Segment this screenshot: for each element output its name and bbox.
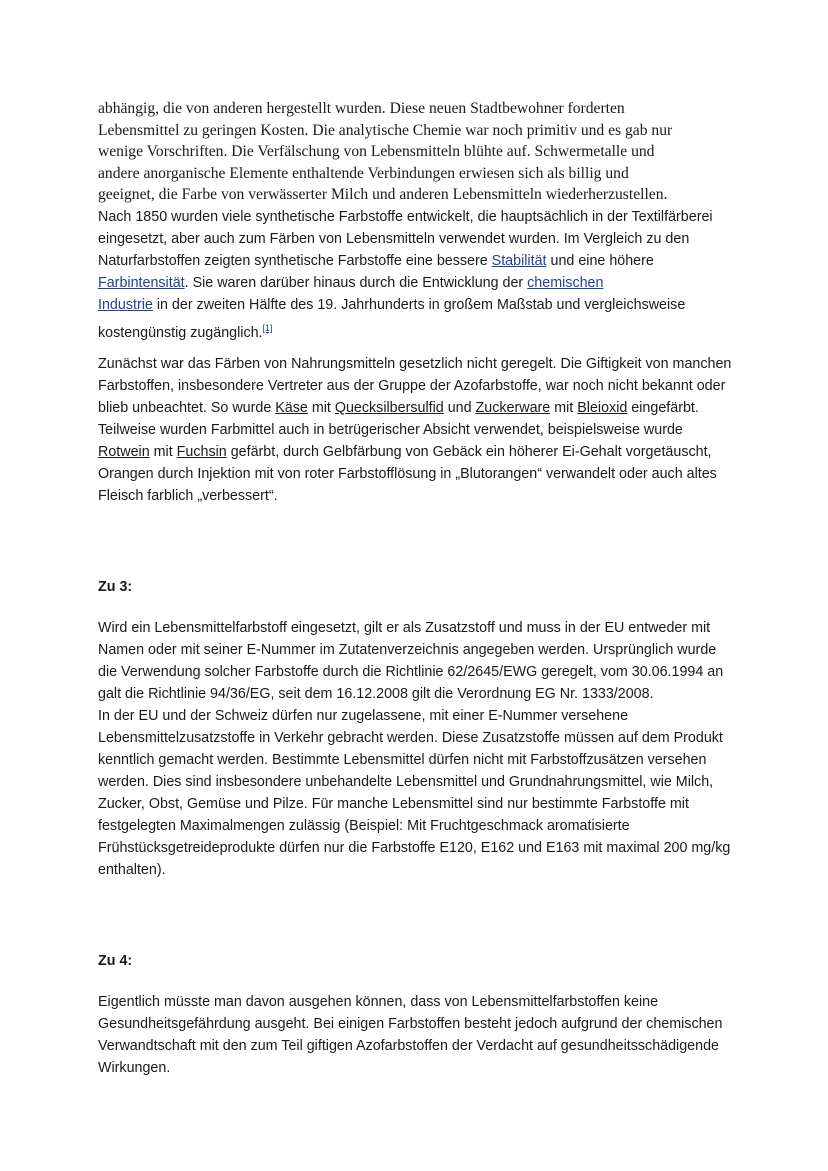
text-run: Nach 1850 wurden viele synthetische Farbstoffe entwickelt, die hauptsächlich in der Textilfärberei eingesetzt, aber auch zum Färben von Lebensmitteln verwendet wurden. Im Vergleich zu den Naturfarbstoffen zeigten synthetische Farbstoffe eine bessere [98,208,713,269]
serif-paragraph [98,98,732,206]
text-run: eingefärbt. Teilweise wurden Farbmittel auch in betrügerischer Absicht verwendet, beispielsweise wurde [98,399,699,438]
paragraph-gesundheit: Eigentlich müsste man davon ausgehen können, dass von Lebensmittelfarbstoffen keine Gesundheitsgefährdung ausgeht. Bei einigen Farbstoffen besteht jedoch aufgrund der chemischen Verwandtschaft mit den zum Teil giftigen Azofarbstoffen der Verdacht auf gesundheitsschädigende Wirkungen. [98,993,723,1076]
text-line: andere anorganische Elemente enthaltende Verbindungen erwiesen sich als billig und [98,164,629,182]
heading-zu-3: Zu 3: [98,578,133,595]
text-run: mit [550,399,578,416]
link-rotwein[interactable]: Rotwein [98,443,150,460]
text-line: wenige Vorschriften. Die Verfälschung von Lebensmitteln blühte auf. Schwermetalle und [98,143,655,161]
text-run: und [443,399,476,416]
text-line: abhängig, die von anderen hergestellt wurden. Diese neuen Stadtbewohner forderten [98,100,625,117]
link-zuckerware[interactable]: Zuckerware [475,399,551,416]
text-run: . Sie waren darüber hinaus durch die Entwicklung der [184,274,528,291]
paragraph-synthetic-dyes [98,206,732,344]
text-run: gefärbt, durch Gelbfärbung von Gebäck ein höherer Ei-Gehalt vorgetäuscht, Orangen durch Injektion mit von roter Farbstofflösung in „Blutorangen“ verwandelt oder auch altes Fleisch farblich „verbessert“. [98,443,717,504]
link-kaese[interactable]: Käse [275,399,308,416]
link-fuchsin[interactable]: Fuchsin [176,443,227,460]
paragraph-eu-schweiz: In der EU und der Schweiz dürfen nur zugelassene, mit einer E-Nummer versehene Lebensmittelzusatzstoffe in Verkehr gebracht werden. Diese Zusatzstoffe müssen auf dem Produkt kenntlich gemacht werden. Bestimmte Lebensmittel dürfen nicht mit Farbstoffzusätzen versehen werden. Dies sind insbesondere unbehandelte Lebensmittel und Grundnahrungsmittel, wie Milch, Zucker, Obst, Gemüse und Pilze. Für manche Lebensmittel sind nur bestimmte Farbstoffe mit festgelegten Maximalmengen zulässig (Beispiel: Mit Fruchtgeschmack aromatisierte Frühstücksgetreideprodukte dürfen nur die Farbstoffe E120, E162 und E163 mit maximal 200 mg/kg enthalten). [98,707,731,878]
link-bleioxid[interactable]: Bleioxid [577,399,628,416]
text-line: Lebensmittel zu geringen Kosten. Die analytische Chemie war noch primitiv und es gab nur [98,121,673,139]
text-run: mit [149,443,177,460]
footnote-link[interactable]: [1] [262,322,273,333]
paragraph-regulation-history [98,353,732,507]
paragraph-zusatzstoff: Wird ein Lebensmittelfarbstoff eingesetzt, gilt er als Zusatzstoff und muss in der EU entweder mit Namen oder mit seiner E-Nummer im Zutatenverzeichnis angegeben werden. Ursprünglich wurde die Verwendung solcher Farbstoffe durch die Richtlinie 62/2645/EWG geregelt, vom 30.06.1994 an galt die Richtlinie 94/36/EG, seit dem 16.12.2008 gilt die Verordnung EG Nr. 1333/2008. [98,619,724,702]
link-text: Industrie [98,296,153,313]
text-run: mit [307,399,335,416]
link-quecksilbersulfid[interactable]: Quecksilbersulfid [334,399,444,416]
text-line: geeignet, die Farbe von verwässerter Milch und anderen Lebensmitteln wiederherzustellen. [98,186,668,204]
heading-zu-4: Zu 4: [98,952,133,969]
text-run: in der zweiten Hälfte des 19. Jahrhunderts in großem Maßstab und vergleichsweise kostengünstig zugänglich. [98,296,686,341]
link-stabilitaet[interactable]: Stabilität [491,252,547,269]
text-run: und eine höhere [546,252,654,269]
link-farbintensitaet[interactable]: Farbintensität [98,274,185,291]
link-text: chemischen [527,274,604,291]
text-run: Zunächst war das Färben von Nahrungsmitteln gesetzlich nicht geregelt. Die Giftigkeit von manchen Farbstoffen, insbesondere Vertreter aus der Gruppe der Azofarbstoffe, war noch nicht bekannt oder blieb unbeachtet. So wurde [98,355,732,416]
